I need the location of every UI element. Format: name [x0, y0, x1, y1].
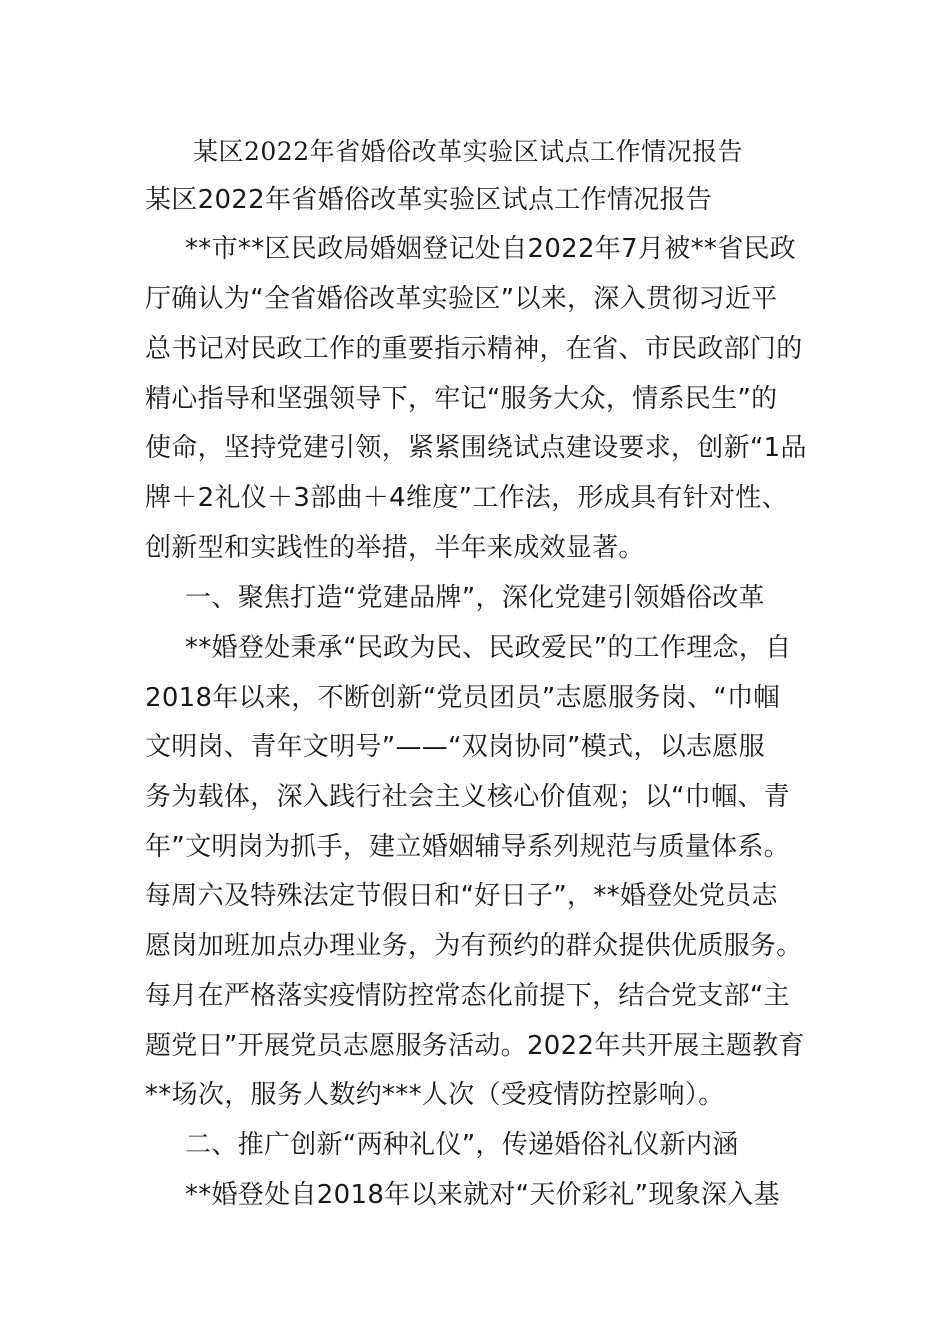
paragraph-line: 厅确认为“全省婚俗改革实验区”以来，深入贯彻习近平 [145, 284, 778, 314]
paragraph-line: **婚登处自2018年以来就对“天价彩礼”现象深入基 [185, 1180, 780, 1210]
paragraph-line: 题党日”开展党员志愿服务活动。2022年共开展主题教育 [145, 1031, 805, 1061]
subtitle-line: 某区2022年省婚俗改革实验区试点工作情况报告 [145, 185, 713, 215]
paragraph-line: 创新型和实践性的举措，半年来成效显著。 [145, 533, 645, 563]
paragraph-line: 文明岗、青年文明号”——“双岗协同”模式，以志愿服 [145, 732, 765, 762]
paragraph-line: 年”文明岗为抓手，建立婚姻辅导系列规范与质量体系。 [145, 832, 790, 862]
paragraph-line: **场次，服务人数约***人次（受疫情防控影响）。 [145, 1080, 725, 1110]
paragraph-line: 牌＋2礼仪＋3部曲＋4维度”工作法，形成具有针对性、 [145, 483, 788, 513]
section-heading-1: 一、聚焦打造“党建品牌”，深化党建引领婚俗改革 [185, 583, 765, 613]
paragraph-line: 每周六及特殊法定节假日和“好日子”，**婚登处党员志 [145, 881, 778, 911]
paragraph-line: 精心指导和坚强领导下，牢记“服务大众，情系民生”的 [145, 384, 778, 414]
paragraph-line: 使命，坚持党建引领，紧紧围绕试点建设要求，创新“1品 [145, 433, 807, 463]
paragraph-line: 愿岗加班加点办理业务，为有预约的群众提供优质服务。 [145, 931, 803, 961]
document-title: 某区2022年省婚俗改革实验区试点工作情况报告 [193, 137, 744, 166]
paragraph-line: **婚登处秉承“民政为民、民政爱民”的工作理念，自 [185, 633, 792, 663]
section-heading-2: 二、推广创新“两种礼仪”，传递婚俗礼仪新内涵 [185, 1130, 739, 1160]
paragraph-line: 务为载体，深入践行社会主义核心价值观；以“巾帼、青 [145, 782, 790, 812]
paragraph-line: 总书记对民政工作的重要指示精神，在省、市民政部门的 [145, 334, 803, 364]
paragraph-line: 2018年以来，不断创新“党员团员”志愿服务岗、“巾帼 [145, 683, 780, 713]
paragraph-line: 每月在严格落实疫情防控常态化前提下，结合党支部“主 [145, 981, 790, 1011]
paragraph-line: **市**区民政局婚姻登记处自2022年7月被**省民政 [185, 234, 797, 264]
